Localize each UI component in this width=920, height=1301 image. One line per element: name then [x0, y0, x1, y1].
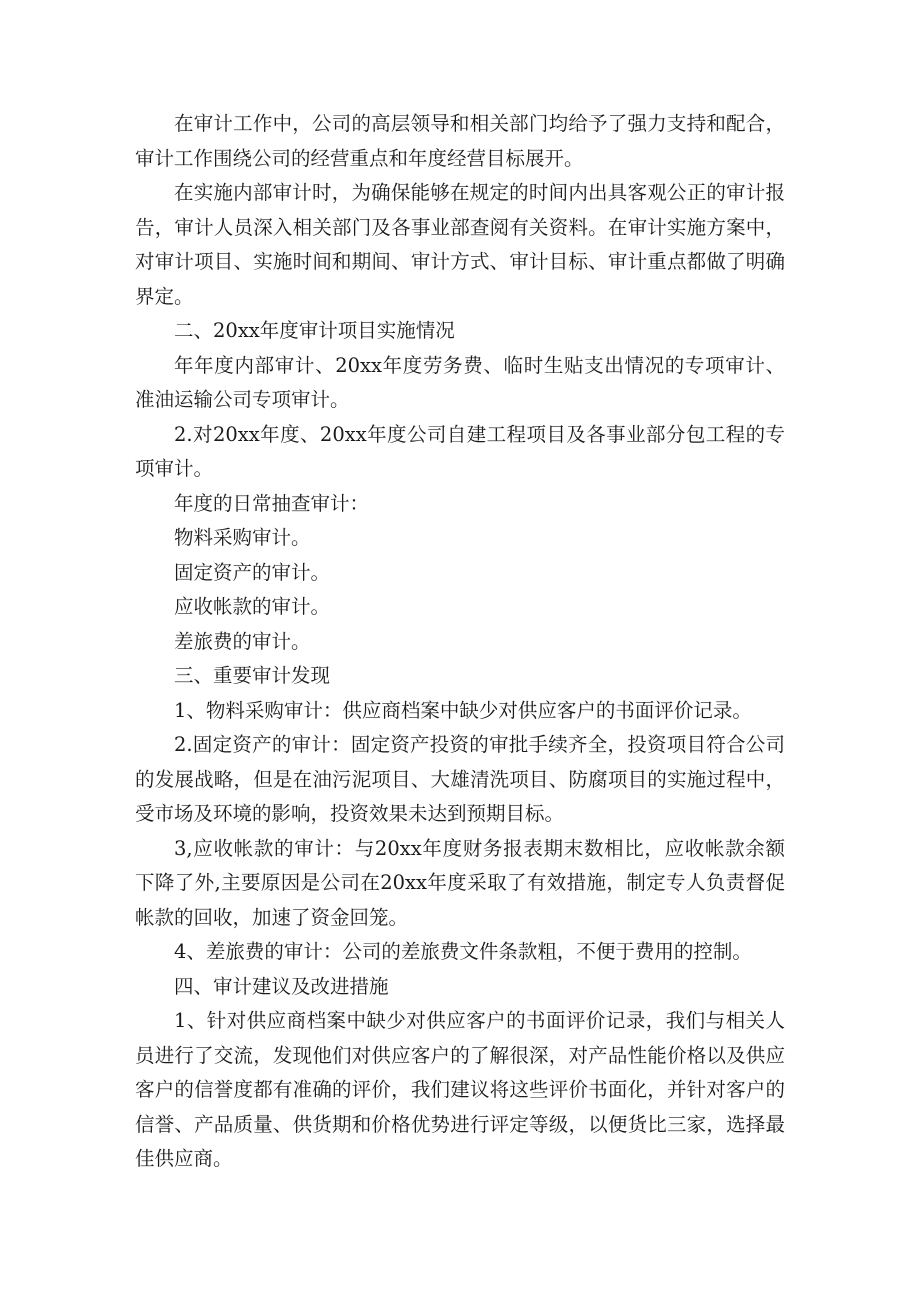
recommendation-supplier-evaluation: 1、针对供应商档案中缺少对供应客户的书面评价记录，我们与相关人员进行了交流，发现他们对供应客户的了解很深，对产品性能价格以及供应客户的信誉度都有准确的评价，我们建议将这些评价书面化，并针对客户的信誉、产品质量、供货期和价格优势进行评定等级，以便货比三家，选择最佳供应商。	[135, 1009, 785, 1170]
paragraph-routine-audit-intro: 年度的日常抽查审计：	[174, 491, 370, 515]
section-heading-audit-projects: 二、20xx年度审计项目实施情况	[174, 319, 455, 342]
list-item-travel-expenses: 差旅费的审计。	[174, 629, 311, 653]
paragraph-annual-internal-audit: 年年度内部审计、20xx年度劳务费、临时生贴支出情况的专项审计、准油运输公司专项审计。	[135, 353, 785, 411]
finding-receivables: 3,应收帐款的审计：与20xx年度财务报表期末数相比，应收帐款余额下降了外,主要原因是公司在20xx年度采取了有效措施，制定专人负责督促帐款的回收，加速了资金回笼。	[135, 836, 785, 929]
paragraph-audit-support: 在审计工作中，公司的高层领导和相关部门均给予了强力支持和配合，审计工作围绕公司的经营重点和年度经营目标展开。	[135, 112, 785, 170]
document-body	[135, 107, 785, 1177]
list-item-receivables: 应收帐款的审计。	[174, 595, 331, 618]
section-heading-audit-findings: 三、重要审计发现	[174, 664, 331, 687]
paragraph-audit-implementation: 在实施内部审计时，为确保能够在规定的时间内出具客观公正的审计报告，审计人员深入相关部门及各事业部查阅有关资料。在审计实施方案中，对审计项目、实施时间和期间、审计方式、审计目标、审计重点都做了明确界定。	[135, 181, 785, 308]
paragraph-construction-audit: 2.对20xx年度、20xx年度公司自建工程项目及各事业部分包工程的专项审计。	[135, 422, 785, 480]
section-heading-recommendations: 四、审计建议及改进措施	[174, 974, 389, 998]
list-item-fixed-assets: 固定资产的审计。	[174, 560, 331, 584]
finding-fixed-assets: 2.固定资产的审计：固定资产投资的审批手续齐全，投资项目符合公司的发展战略，但是在油污泥项目、大雄清洗项目、防腐项目的实施过程中，受市场及环境的影响，投资效果未达到预期目标。	[135, 733, 785, 825]
list-item-material-purchase: 物料采购审计。	[174, 526, 311, 549]
finding-travel-expenses: 4、差旅费的审计：公司的差旅费文件条款粗，不便于费用的控制。	[174, 940, 752, 963]
finding-material-purchase: 1、物料采购审计：供应商档案中缺少对供应客户的书面评价记录。	[174, 698, 752, 722]
